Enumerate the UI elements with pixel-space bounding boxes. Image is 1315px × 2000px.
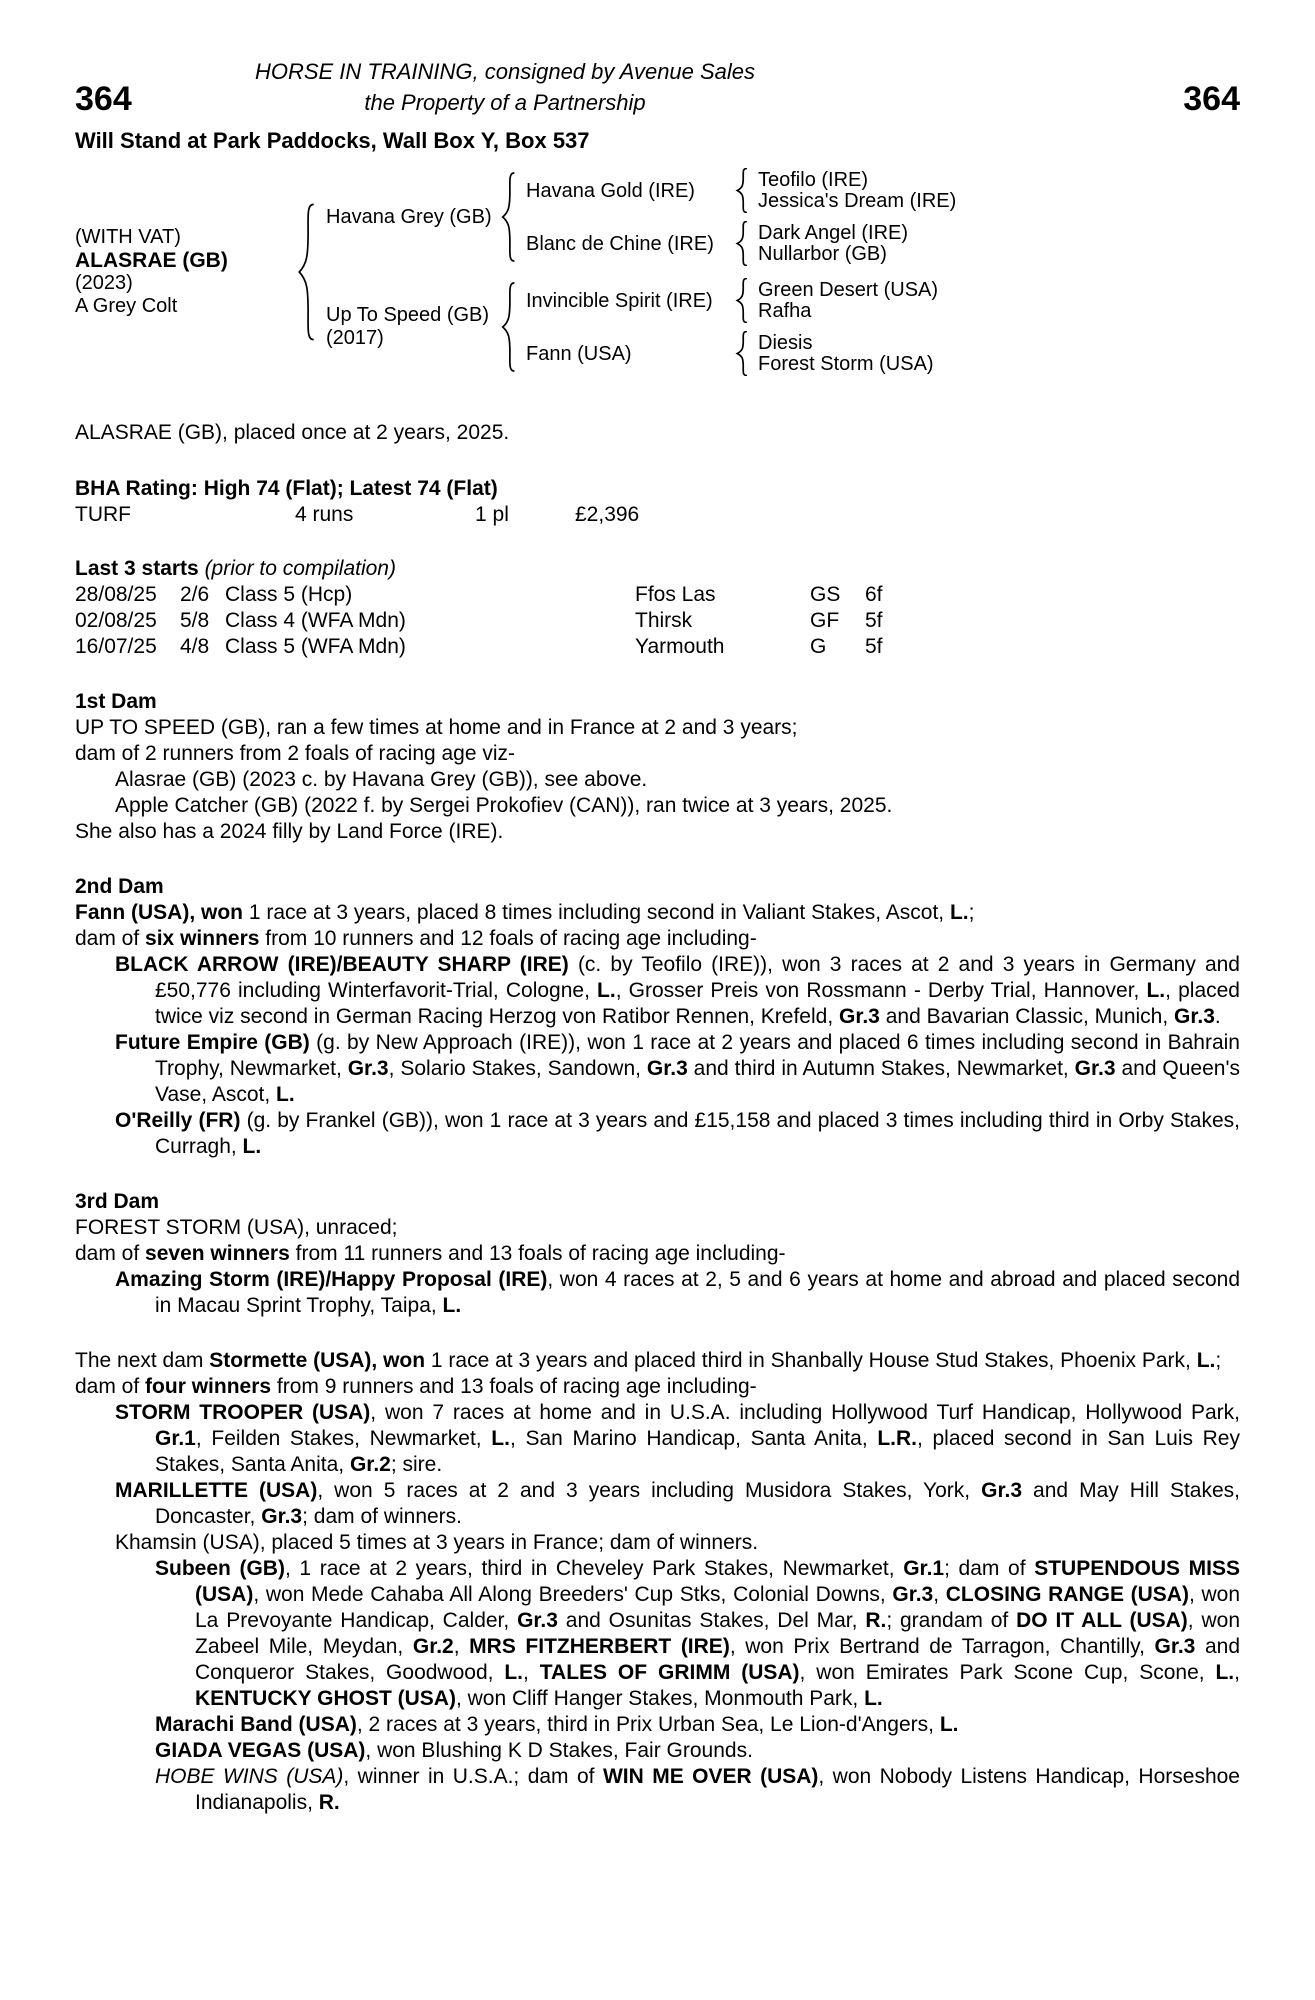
- ggp-name: Teofilo (IRE): [758, 168, 869, 191]
- dam-dam-name: Fann (USA): [526, 342, 632, 365]
- dam1-progeny: Alasrae (GB) (2023 c. by Havana Grey (GB)), see above.: [115, 768, 648, 791]
- dam2-paragraph: dam of six winners from 10 runners and 12 foals of racing age including-: [75, 927, 757, 950]
- dam-sire-name: Invincible Spirit (IRE): [526, 289, 713, 312]
- pedigree-brace-sire: [500, 172, 518, 262]
- dam2-section: [75, 874, 1240, 1160]
- earnings-value: £2,396: [575, 503, 640, 526]
- sire-name-text: Havana Grey (GB): [326, 205, 492, 228]
- sire-grandparents: [526, 168, 1240, 266]
- next-dam-progeny: Khamsin (USA), placed 5 times at 3 years in France; dam of winners.: [115, 1531, 759, 1554]
- next-dam-progeny: MARILLETTE (USA), won 5 races at 2 and 3 years including Musidora Stakes, York, Gr.3 and May Hill Stakes, Doncaster, Gr.3; dam of winners.: [115, 1479, 1240, 1528]
- ggp-name: Nullarbor (GB): [758, 242, 887, 265]
- dam1-heading: 1st Dam: [75, 690, 157, 713]
- pedigree-parents: [326, 168, 1240, 376]
- race-class: Class 4 (WFA Mdn): [225, 609, 406, 632]
- race-going: GF: [810, 609, 840, 632]
- page-header: [75, 56, 1240, 154]
- pedigree-brace-dam-dam: [735, 331, 750, 376]
- placings-value: 1 pl: [475, 503, 509, 526]
- dam-block: [326, 278, 1240, 376]
- dam-year-text: (2017): [326, 327, 384, 349]
- sire-block: [326, 168, 1240, 266]
- race-class: Class 5 (Hcp): [225, 583, 353, 606]
- surface-label: TURF: [75, 503, 131, 526]
- dam-sire-parents: [758, 280, 1240, 322]
- lot-number-right: 364: [1183, 80, 1240, 118]
- pedigree-table: [75, 168, 1240, 376]
- ggp-name: Jessica's Dream (IRE): [758, 189, 957, 212]
- dam-dam-block: [526, 331, 1240, 376]
- dam1-paragraph: UP TO SPEED (GB), ran a few times at home and in France at 2 and 3 years;: [75, 716, 798, 739]
- race-class: Class 5 (WFA Mdn): [225, 635, 406, 658]
- subject-description: A Grey Colt: [75, 295, 178, 317]
- dam-grandparents: [526, 278, 1240, 376]
- sire-sire-name: Havana Gold (IRE): [526, 179, 695, 202]
- pedigree-brace-dam-sire: [735, 278, 750, 323]
- dam1-paragraph: dam of 2 runners from 2 foals of racing age viz-: [75, 742, 516, 765]
- dam3-section: [75, 1189, 1240, 1319]
- dam-dam-parents: [758, 333, 1240, 375]
- consignor-line: HORSE IN TRAINING, consigned by Avenue Sales: [254, 59, 756, 84]
- next-dam-paragraph: dam of four winners from 9 runners and 13 foals of racing age including-: [75, 1375, 757, 1398]
- dam2-heading: 2nd Dam: [75, 875, 164, 898]
- pedigree-brace-main: [296, 203, 318, 341]
- race-row: [75, 582, 1240, 608]
- stand-location-line: Will Stand at Park Paddocks, Wall Box Y, Box 537: [75, 128, 590, 153]
- dam3-heading: 3rd Dam: [75, 1190, 160, 1213]
- dam1-progeny: Apple Catcher (GB) (2022 f. by Sergei Prokofiev (CAN)), ran twice at 3 years, 2025.: [115, 794, 893, 817]
- ggp-name: Green Desert (USA): [758, 278, 939, 301]
- race-going: G: [810, 635, 827, 658]
- subject-name: ALASRAE (GB): [75, 249, 228, 272]
- dam-name: [326, 304, 496, 350]
- ggp-name: Forest Storm (USA): [758, 352, 934, 375]
- race-date: 28/08/25: [75, 583, 157, 606]
- next-dam-progeny: STORM TROOPER (USA), won 7 races at home and in U.S.A. including Hollywood Turf Handicap, Hollywood Park, Gr.1, Feilden Stakes, Newmarket, L., San Marino Handicap, Santa Anita, L.R., placed second in San Luis Rey Stakes, Santa Anita, Gr.2; sire.: [115, 1401, 1240, 1476]
- lot-number-left: 364: [75, 80, 132, 118]
- race-row: [75, 608, 1240, 634]
- race-date: 02/08/25: [75, 609, 157, 632]
- next-dam-progeny: GIADA VEGAS (USA), won Blushing K D Stakes, Fair Grounds.: [155, 1739, 753, 1762]
- vat-note: (WITH VAT): [75, 226, 181, 248]
- next-dam-progeny: HOBE WINS (USA), winner in U.S.A.; dam of WIN ME OVER (USA), won Nobody Listens Handicap, Horseshoe Indianapolis, R.: [155, 1765, 1240, 1814]
- ggp-name: Rafha: [758, 299, 812, 322]
- last-starts-label: Last 3 starts: [75, 557, 199, 580]
- race-track: Ffos Las: [635, 583, 716, 606]
- race-dist: 5f: [865, 635, 883, 658]
- race-row: [75, 634, 1240, 660]
- ggp-name: Diesis: [758, 331, 813, 354]
- sire-sire-parents: [758, 170, 1240, 212]
- last-starts-note: (prior to compilation): [198, 557, 396, 580]
- dam3-progeny: Amazing Storm (IRE)/Happy Proposal (IRE), won 4 races at 2, 5 and 6 years at home and abroad and placed second in Macau Sprint Trophy, Taipa, L.: [115, 1268, 1240, 1317]
- next-dam-paragraph: The next dam Stormette (USA), won 1 race at 3 years and placed third in Shanbally House Stud Stakes, Phoenix Park, L.;: [75, 1349, 1222, 1372]
- last-starts-title: [75, 556, 1240, 582]
- pedigree-brace-sire-dam: [735, 221, 750, 266]
- dam2-paragraph: Fann (USA), won 1 race at 3 years, placed 8 times including second in Valiant Stakes, Ascot, L.;: [75, 901, 975, 924]
- race-pos: 2/6: [180, 583, 210, 606]
- dam1-section: [75, 689, 1240, 845]
- pedigree-brace-dam: [500, 282, 518, 372]
- pedigree-brace-sire-sire: [735, 168, 750, 213]
- sire-name: [326, 206, 496, 229]
- dam3-paragraph: FOREST STORM (USA), unraced;: [75, 1216, 398, 1239]
- dam2-progeny: BLACK ARROW (IRE)/BEAUTY SHARP (IRE) (c. by Teofilo (IRE)), won 3 races at 2 and 3 years in Germany and £50,776 including Winterfavorit-Trial, Cologne, L., Grosser Preis von Rossmann - Derby Trial, Hannover, L., placed twice viz second in German Racing Herzog von Ratibor Rennen, Krefeld, Gr.3 and Bavarian Classic, Munich, Gr.3.: [115, 953, 1240, 1028]
- turf-record-row: [75, 502, 1240, 528]
- ggp-name: Dark Angel (IRE): [758, 221, 909, 244]
- race-dist: 6f: [865, 583, 883, 606]
- sire-dam-parents: [758, 223, 1240, 265]
- sire-sire-block: [526, 168, 1240, 213]
- dam3-paragraph: dam of seven winners from 11 runners and 13 foals of racing age including-: [75, 1242, 786, 1265]
- race-date: 16/07/25: [75, 635, 157, 658]
- race-going: GS: [810, 583, 841, 606]
- race-pos: 4/8: [180, 635, 210, 658]
- dam2-progeny: Future Empire (GB) (g. by New Approach (IRE)), won 1 race at 2 years and placed 6 times including second in Bahrain Trophy, Newmarket, Gr.3, Solario Stakes, Sandown, Gr.3 and third in Autumn Stakes, Newmarket, Gr.3 and Queen's Vase, Ascot, L.: [115, 1031, 1240, 1106]
- next-dam-section: [75, 1348, 1240, 1816]
- property-line: the Property of a Partnership: [364, 90, 646, 115]
- dam-name-text: Up To Speed (GB): [326, 304, 490, 326]
- dam2-progeny: O'Reilly (FR) (g. by Frankel (GB)), won 1 race at 3 years and £15,158 and placed 3 times including third in Orby Stakes, Curragh, L.: [115, 1109, 1240, 1158]
- sire-dam-name: Blanc de Chine (IRE): [526, 232, 714, 255]
- dam1-paragraph: She also has a 2024 filly by Land Force (IRE).: [75, 820, 504, 843]
- subject-year: (2023): [75, 272, 133, 294]
- race-summary-line: ALASRAE (GB), placed once at 2 years, 2025.: [75, 421, 510, 444]
- runs-value: 4 runs: [295, 503, 354, 526]
- next-dam-progeny: Subeen (GB), 1 race at 2 years, third in Cheveley Park Stakes, Newmarket, Gr.1; dam of STUPENDOUS MISS (USA), won Mede Cahaba All Along Breeders' Cup Stks, Colonial Downs, Gr.3, CLOSING RANGE (USA), won La Prevoyante Handicap, Calder, Gr.3 and Osunitas Stakes, Del Mar, R.; grandam of DO IT ALL (USA), won Zabeel Mile, Meydan, Gr.2, MRS FITZHERBERT (IRE), won Prix Bertrand de Tarragon, Chantilly, Gr.3 and Conqueror Stakes, Goodwood, L., TALES OF GRIMM (USA), won Emirates Park Scone Cup, Scone, L., KENTUCKY GHOST (USA), won Cliff Hanger Stakes, Monmouth Park, L.: [155, 1557, 1241, 1710]
- next-dam-progeny: Marachi Band (USA), 2 races at 3 years, third in Prix Urban Sea, Le Lion-d'Angers, L.: [155, 1713, 959, 1736]
- race-track: Thirsk: [635, 609, 693, 632]
- bha-rating-line: BHA Rating: High 74 (Flat); Latest 74 (Flat): [75, 477, 498, 500]
- race-dist: 5f: [865, 609, 883, 632]
- race-pos: 5/8: [180, 609, 210, 632]
- sire-dam-block: [526, 221, 1240, 266]
- dam-sire-block: [526, 278, 1240, 323]
- race-track: Yarmouth: [635, 635, 725, 658]
- pedigree-subject: [75, 226, 290, 318]
